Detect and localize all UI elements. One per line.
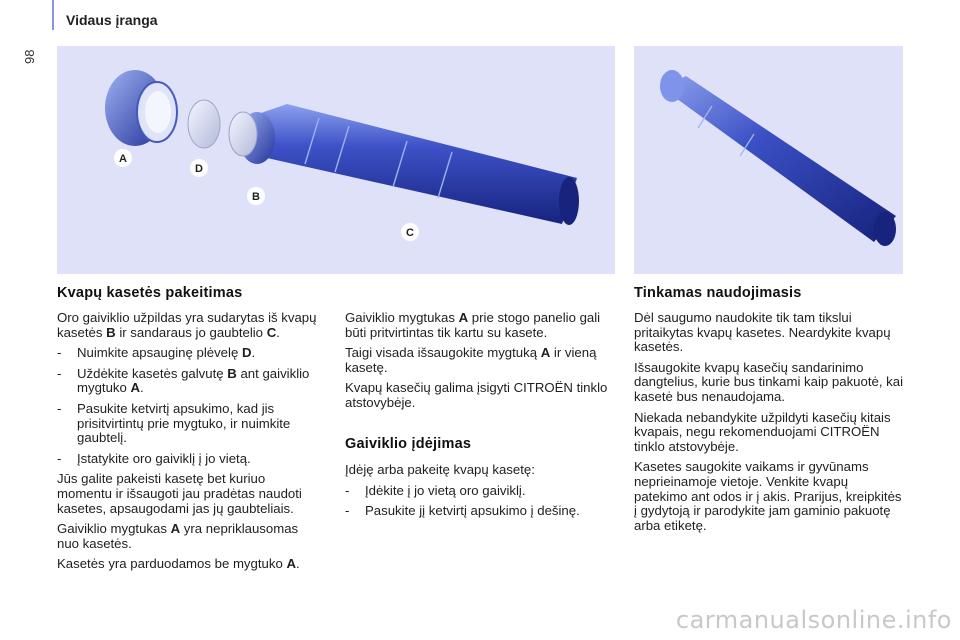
list-item: - Pasukite ketvirtį apsukimo, kad jis prisitvirtintų prie mygtuko, ir nuimkite gaubtelį.	[57, 400, 291, 446]
label-b-badge	[247, 187, 265, 205]
paragraph-button-roof: Gaiviklio mygtukas A prie stogo panelio gali būti pritvirtintas tik kartu su kasete.	[345, 310, 601, 340]
watermark: carmanualsonline.info	[675, 606, 952, 634]
part-bc-tube-shape	[229, 104, 579, 225]
paragraph-button: Gaiviklio mygtukas A yra nepriklausomas nuo kasetės.	[57, 521, 299, 551]
part-a-knob-shape	[105, 70, 177, 146]
paragraph-intro: Oro gaiviklio užpildas yra sudarytas iš kvapų kasetės B ir sandaraus jo gaubtelio C.	[57, 310, 317, 340]
label-a-badge	[114, 149, 132, 167]
label-c: C	[406, 227, 414, 239]
label-c-badge	[401, 223, 419, 241]
header-accent-line	[52, 0, 54, 30]
paragraph-keep-button: Taigi visada išsaugokite mygtuką A ir vieną kasetę.	[345, 345, 597, 375]
column-right	[634, 311, 904, 539]
paragraph-change: Jūs galite pakeisti kasetę bet kuriuo momentu ir išsaugoti jau pradėtas naudoti kasetes, apsaugodami jas jų gaubteliais.	[57, 471, 302, 516]
heading-cartridge-replacement: Kvapų kasetės pakeitimas	[57, 285, 243, 301]
heading-installation: Gaiviklio įdėjimas	[345, 436, 472, 452]
paragraph-children-warning: Kasetes saugokite vaikams ir gyvūnams neprieinamoje vietoje. Venkite kvapų patekimo ant odos ir į akis. Prarijus, kreipkitės į gydytoją ir parodykite jam gaminio pakuotę arba etiketę.	[634, 459, 902, 533]
heading-proper-use: Tinkamas naudojimasis	[634, 285, 802, 301]
part-d-film-shape	[188, 100, 220, 148]
list-item: - Pasukite jį ketvirtį apsukimo į dešinę.	[345, 503, 580, 519]
paragraph-install-intro: Įdėję arba pakeitę kvapų kasetę:	[345, 462, 535, 477]
column-middle	[345, 311, 617, 417]
list-item: - Uždėkite kasetės galvutę B ant gaiviklio mygtuko A.	[57, 365, 310, 396]
list-item: - Nuimkite apsauginę plėvelę D.	[57, 345, 256, 361]
paragraph-sold: Kasetės yra parduodamos be mygtuko A.	[57, 556, 300, 572]
paragraph-safety: Dėl saugumo naudokite tik tam tikslui pritaikytas kvapų kasetes. Neardykite kvapų kasetės.	[634, 310, 891, 355]
list-item: - Įstatykite oro gaiviklį į jo vietą.	[57, 450, 251, 466]
section-title: Vidaus įranga	[66, 12, 158, 28]
list-replacement-steps	[57, 346, 319, 466]
label-d: D	[195, 163, 203, 175]
paragraph-no-refill: Niekada nebandykite užpildyti kasečių kitais kvapais, negu rekomenduojami CITROËN tinklo atstovybėje.	[634, 409, 891, 454]
list-item: - Įdėkite į jo vietą oro gaiviklį.	[345, 482, 526, 498]
closed-cartridge-shape	[660, 70, 896, 246]
list-install-steps	[345, 484, 617, 519]
page-number: 98	[22, 49, 37, 64]
label-d-badge	[190, 159, 208, 177]
illustration-cartridge-parts	[57, 46, 615, 274]
label-a: A	[119, 153, 127, 165]
illustration-closed-cartridge	[634, 46, 903, 274]
label-b: B	[252, 191, 260, 203]
paragraph-keep-caps: Išsaugokite kvapų kasečių sandarinimo dangtelius, kurie bus tinkami kaip pakuotė, kai kasetė bus nenaudojama.	[634, 359, 904, 404]
paragraph-purchase: Kvapų kasečių galima įsigyti CITROËN tinklo atstovybėje.	[345, 380, 608, 410]
column-middle-install	[345, 463, 617, 525]
column-left	[57, 311, 319, 578]
